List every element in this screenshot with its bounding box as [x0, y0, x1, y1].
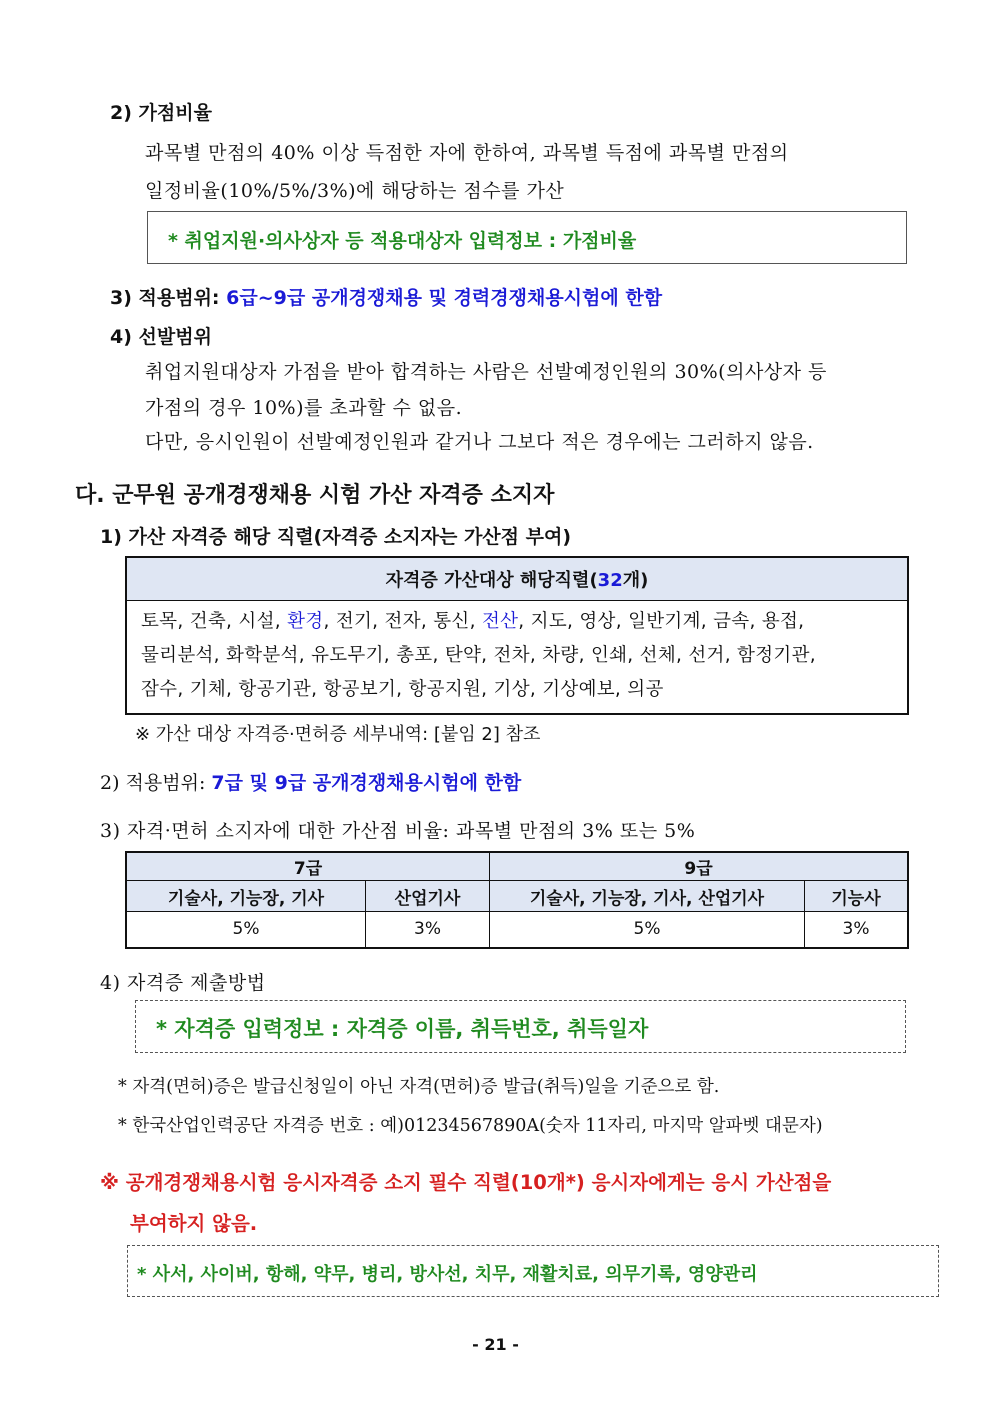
series-row-3: 잠수, 기체, 항공기관, 항공보기, 항공지원, 기상, 기상예보, 의공 [141, 679, 664, 700]
page-number: - 21 - [472, 1335, 519, 1354]
series-text: 토목, 건축, 시설, [141, 611, 288, 632]
val-7-engineer: 5% [126, 912, 366, 948]
certificate-input-info: * 자격증 입력정보 : 자격증 이름, 취득번호, 취득일자 [156, 1017, 649, 1041]
section-heading-bonus-ratio [110, 98, 212, 125]
scope-value: 6급~9급 공개경쟁채용 및 경력경쟁채용시험에 한함 [226, 287, 663, 309]
excluded-series-box [127, 1245, 939, 1297]
section-d-sub4: 4) 자격증 제출방법 [100, 972, 266, 994]
excluded-series-list: * 사서, 사이버, 항해, 약무, 병리, 방사선, 치무, 재활치료, 의무기록, 영양관리 [137, 1264, 758, 1285]
section-d-sub2 [100, 768, 521, 795]
val-9-craftsman: 3% [805, 912, 909, 948]
bonus-ratio-input-info: * 취업지원·의사상자 등 적용대상자 입력정보 : 가점비율 [168, 230, 637, 252]
val-9-engineer: 5% [490, 912, 805, 948]
certificate-note-2: * 한국산업인력공단 자격증 번호 : 예)01234567890A(숫자 11자리, 마지막 알파벳 대문자) [118, 1116, 823, 1136]
selection-line-1: 취업지원대상자 가점을 받아 합격하는 사람은 선발예정인원의 30%(의사상자 등 [145, 361, 827, 383]
series-row-1 [141, 605, 893, 639]
section-d-title: 다. 군무원 공개경쟁채용 시험 가산 자격증 소지자 [75, 483, 555, 508]
bonus-ratio-line-1: 과목별 만점의 40% 이상 득점한 자에 한하여, 과목별 득점에 과목별 만점의 [145, 142, 789, 164]
section-scope [110, 283, 662, 310]
series-row-2: 물리분석, 화학분석, 유도무기, 총포, 탄약, 전차, 차량, 인쇄, 선체, 선거, 함정기관, [141, 645, 816, 666]
heading-text: 가점비율 [138, 102, 212, 124]
warning-line-2: 부여하지 않음. [130, 1212, 258, 1235]
series-text: , 전기, 전자, 통신, [323, 611, 482, 632]
series-highlight-env: 환경 [287, 611, 324, 632]
bonus-ratio-input-box [147, 211, 907, 264]
selection-line-2: 가점의 경우 10%)를 초과할 수 없음. [145, 397, 463, 419]
selection-line-3: 다만, 응시인원이 선발예정인원과 같거나 그보다 적은 경우에는 그러하지 않음. [145, 431, 814, 453]
col-9-engineer: 기술사, 기능장, 기사, 산업기사 [490, 881, 805, 912]
section-selection-range: 4) 선발범위 [110, 326, 212, 348]
bonus-rate-table [125, 851, 909, 949]
table1-body [126, 601, 908, 715]
certificate-series-table [125, 556, 909, 715]
col-7-industrial: 산업기사 [366, 881, 490, 912]
reference-note: ※ 가산 대상 자격증·면허증 세부내역: [붙임 2] 참조 [135, 724, 541, 745]
scope-label: 3) 적용범위: [110, 287, 220, 309]
col-7-engineer: 기술사, 기능장, 기사 [126, 881, 366, 912]
section-d-sub3: 3) 자격·면허 소지자에 대한 가산점 비율: 과목별 만점의 3% 또는 5% [100, 820, 696, 842]
sub2-value: 7급 및 9급 공개경쟁채용시험에 한함 [211, 772, 522, 794]
table1-header-text: 자격증 가산대상 해당직렬( [385, 570, 598, 591]
heading-number: 2) [110, 102, 132, 124]
grade-7-header: 7급 [126, 852, 490, 881]
bonus-ratio-line-2: 일정비율(10%/5%/3%)에 해당하는 점수를 가산 [145, 180, 565, 202]
table1-header-count: 32 [597, 570, 623, 591]
certificate-input-box [135, 1000, 906, 1053]
warning-line-1: ※ 공개경쟁채용시험 응시자격증 소지 필수 직렬(10개*) 응시자에게는 응시 가산점을 [100, 1171, 832, 1194]
certificate-note-1: * 자격(면허)증은 발급신청일이 아닌 자격(면허)증 발급(취득)일을 기준으로 함. [118, 1077, 720, 1097]
section-d-sub1: 1) 가산 자격증 해당 직렬(자격증 소지자는 가산점 부여) [100, 526, 572, 548]
sub2-label: 2) 적용범위: [100, 772, 206, 794]
table1-header [126, 557, 908, 601]
table1-header-suffix: 개) [622, 570, 649, 591]
series-highlight-computing: 전산 [481, 611, 519, 632]
series-text: , 지도, 영상, 일반기계, 금속, 용접, [518, 611, 805, 632]
grade-9-header: 9급 [490, 852, 909, 881]
val-7-industrial: 3% [366, 912, 490, 948]
col-9-craftsman: 기능사 [805, 881, 909, 912]
